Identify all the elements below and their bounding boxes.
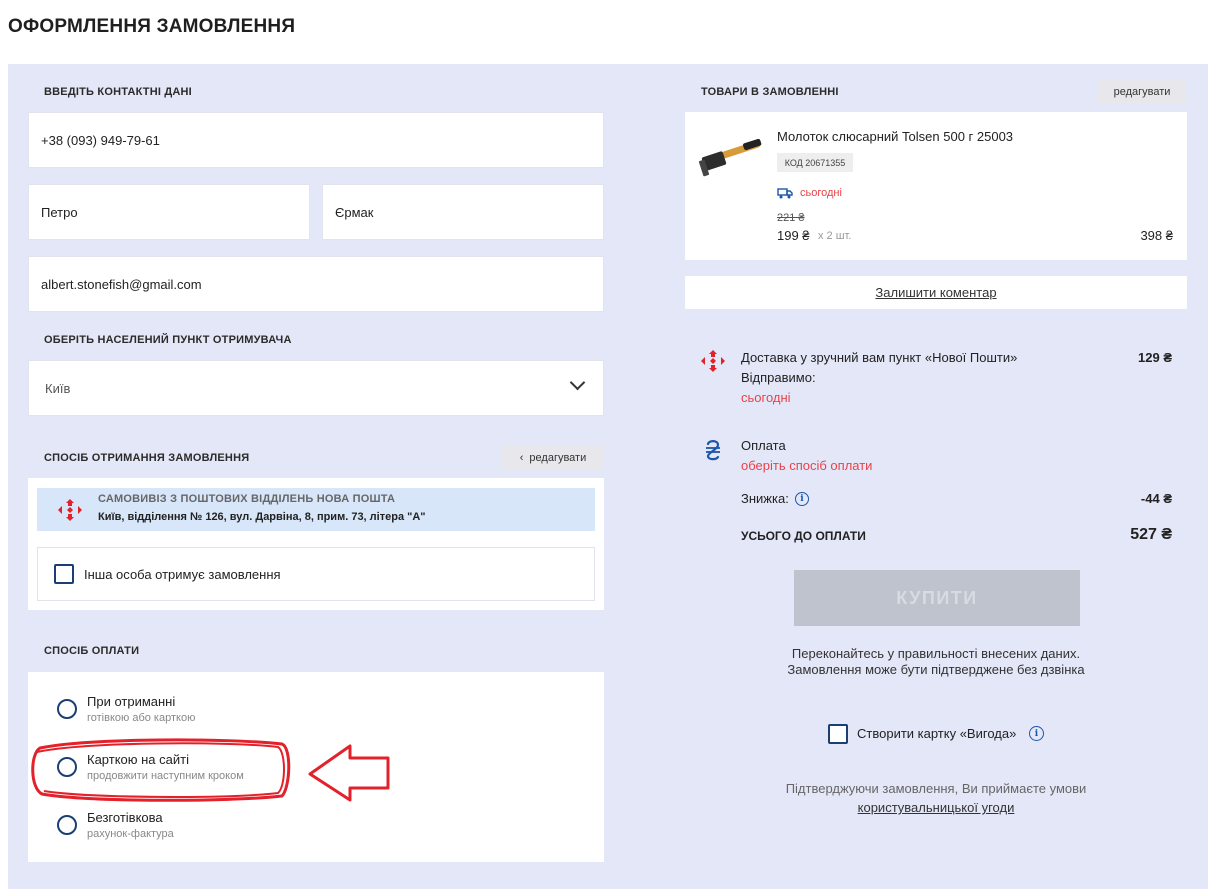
- comment-link[interactable]: Залишити коментар: [875, 285, 997, 300]
- terms-link[interactable]: користувальницької угоди: [857, 800, 1015, 815]
- payment-option-cash[interactable]: [28, 686, 604, 736]
- summary-ship-label: Відправимо:: [741, 370, 816, 385]
- summary-payment-label: Оплата: [741, 438, 786, 453]
- info-icon[interactable]: i: [795, 492, 809, 506]
- order-edit-button[interactable]: редагувати: [1098, 80, 1186, 104]
- other-person-label: Інша особа отримує замовлення: [84, 567, 281, 582]
- summary-note-line1: Переконайтесь у правильності внесених даних.: [791, 646, 1081, 661]
- summary-total-value: 527 ₴: [1130, 526, 1172, 543]
- product-quantity: х 2 шт.: [818, 230, 852, 242]
- summary-delivery-text: Доставка у зручний вам пункт «Нової Пошти»: [741, 350, 1018, 365]
- delivery-edit-label: редагувати: [529, 452, 587, 464]
- payment-option-title: При отриманні: [87, 694, 176, 709]
- product-delivery-when: сьогодні: [800, 187, 842, 199]
- buy-button[interactable]: КУПИТИ: [794, 570, 1080, 626]
- product-name[interactable]: Молоток слюсарний Tolsen 500 г 25003: [777, 129, 1014, 144]
- summary-payment-choose[interactable]: оберіть спосіб оплати: [741, 458, 873, 473]
- order-item-card: [685, 112, 1187, 260]
- city-select-value: Київ: [45, 380, 71, 396]
- payment-section-label: СПОСІБ ОПЛАТИ: [44, 645, 140, 657]
- order-section-label: ТОВАРИ В ЗАМОВЛЕННІ: [701, 86, 839, 98]
- payment-option-title: Безготівкова: [87, 810, 163, 825]
- annotation-highlight: [28, 736, 398, 806]
- terms-link-wrap: [685, 800, 1187, 815]
- other-person-row[interactable]: [37, 547, 595, 601]
- product-total: 398 ₴: [1140, 228, 1173, 243]
- comment-button[interactable]: [685, 276, 1187, 309]
- radio-button[interactable]: [57, 699, 77, 719]
- delivery-card: [28, 478, 604, 610]
- summary-delivery-price: 129 ₴: [1138, 350, 1172, 365]
- payment-option-title: Карткою на сайті: [87, 752, 189, 767]
- email-field[interactable]: albert.stonefish@gmail.com: [28, 256, 604, 312]
- create-card-label: Створити картку «Вигода»: [857, 726, 1017, 741]
- chevron-left-icon: ‹: [519, 452, 524, 464]
- delivery-method-title: САМОВИВІЗ З ПОШТОВИХ ВІДДІЛЕНЬ НОВА ПОШТА: [98, 493, 396, 505]
- terms-text: Підтверджуючи замовлення, Ви приймаєте умови: [785, 781, 1087, 796]
- city-section-label: ОБЕРІТЬ НАСЕЛЕНИЙ ПУНКТ ОТРИМУВАЧА: [44, 334, 292, 346]
- other-person-checkbox[interactable]: [54, 564, 74, 584]
- product-price: 199 ₴: [777, 228, 810, 243]
- product-image: [699, 136, 763, 180]
- payment-option-invoice[interactable]: [28, 802, 604, 852]
- city-select[interactable]: [28, 360, 604, 416]
- payment-option-subtitle: продовжити наступним кроком: [87, 770, 244, 782]
- last-name-field[interactable]: Єрмак: [322, 184, 604, 240]
- chevron-down-icon: [570, 375, 586, 391]
- delivery-method-row[interactable]: [37, 488, 595, 531]
- summary-discount-label: Знижка:: [741, 491, 789, 506]
- summary-discount-value: -44 ₴: [1140, 491, 1172, 506]
- payment-option-subtitle: готівкою або карткою: [87, 712, 196, 724]
- phone-field[interactable]: +38 (093) 949-79-61: [28, 112, 604, 168]
- page-title: ОФОРМЛЕННЯ ЗАМОВЛЕННЯ: [8, 16, 296, 37]
- info-icon[interactable]: i: [1029, 726, 1044, 741]
- delivery-section-label: СПОСІБ ОТРИМАННЯ ЗАМОВЛЕННЯ: [44, 452, 250, 464]
- radio-button[interactable]: [57, 815, 77, 835]
- product-old-price: 221 ₴: [777, 212, 805, 224]
- contacts-section-label: ВВЕДІТЬ КОНТАКТНІ ДАНІ: [44, 86, 192, 98]
- summary-ship-when: сьогодні: [741, 390, 791, 405]
- nova-poshta-logo-icon: [57, 498, 83, 522]
- checkout-panel: [8, 64, 1208, 889]
- summary-note-line2: Замовлення може бути підтверджене без дзвінка: [787, 662, 1085, 677]
- hryvnia-icon: [704, 438, 722, 462]
- summary-total-label: УСЬОГО ДО ОПЛАТИ: [741, 529, 866, 543]
- create-card-checkbox[interactable]: [828, 724, 848, 744]
- payment-option-subtitle: рахунок-фактура: [87, 828, 174, 840]
- delivery-address: Київ, відділення № 126, вул. Дарвіна, 8, прим. 73, літера "А": [98, 511, 426, 523]
- truck-icon: [777, 187, 793, 199]
- nova-poshta-logo-icon: [700, 349, 726, 373]
- product-code-tag: КОД 20671355: [777, 153, 853, 172]
- delivery-edit-button[interactable]: [502, 446, 604, 470]
- first-name-field[interactable]: Петро: [28, 184, 310, 240]
